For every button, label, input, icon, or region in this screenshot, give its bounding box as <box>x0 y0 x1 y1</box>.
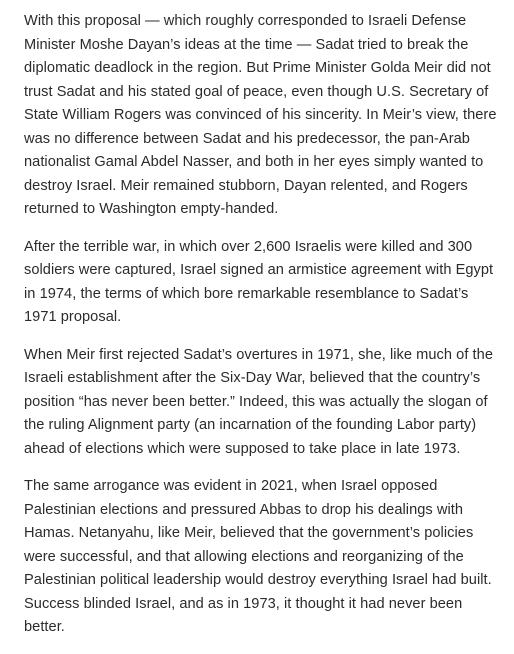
paragraph-2: After the terrible war, in which over 2,600 Israelis were killed and 300 soldiers were captured, Israel signed an armistice agreement with Egypt in 1974, the terms of which bore remarkable resemblance to Sadat’s 1971 proposal. <box>24 238 494 325</box>
paragraph-4: The same arrogance was evident in 2021, when Israel opposed Palestinian elections and pressured Abbas to drop his dealings with Hamas. Netanyahu, like Meir, believed that the government’s policies were successful, and that allowing elections and reorganizing of the Palestinian political leadership would destroy everything Israel had built. Success blinded Israel, and as in 1973, it thought it had never been better. <box>24 478 492 635</box>
paragraph-1: With this proposal — which roughly corresponded to Israeli Defense Minister Moshe Dayan’s ideas at the time — Sadat tried to break the diplomatic deadlock in the region. But Prime Minister Golda Meir did not trust Sadat and his stated goal of peace, even though U.S. Secretary of State William Rogers was convinced of his sincerity. In Meir’s view, there was no difference between Sadat and his predecessor, the pan-Arab nationalist Gamal Abdel Nasser, and both in her eyes simply wanted to destroy Israel. Meir remained stubborn, Dayan relented, and Rogers returned to Washington empty-handed. <box>24 13 497 217</box>
paragraph-3: When Meir first rejected Sadat’s overtures in 1971, she, like much of the Israeli establishment after the Six-Day War, believed that the country’s position “has never been better.” Indeed, this was actually the slogan of the ruling Alignment party (an incarnation of the founding Labor party) ahead of elections which were supposed to take place in late 1973. <box>24 346 493 457</box>
article-body <box>24 10 504 654</box>
